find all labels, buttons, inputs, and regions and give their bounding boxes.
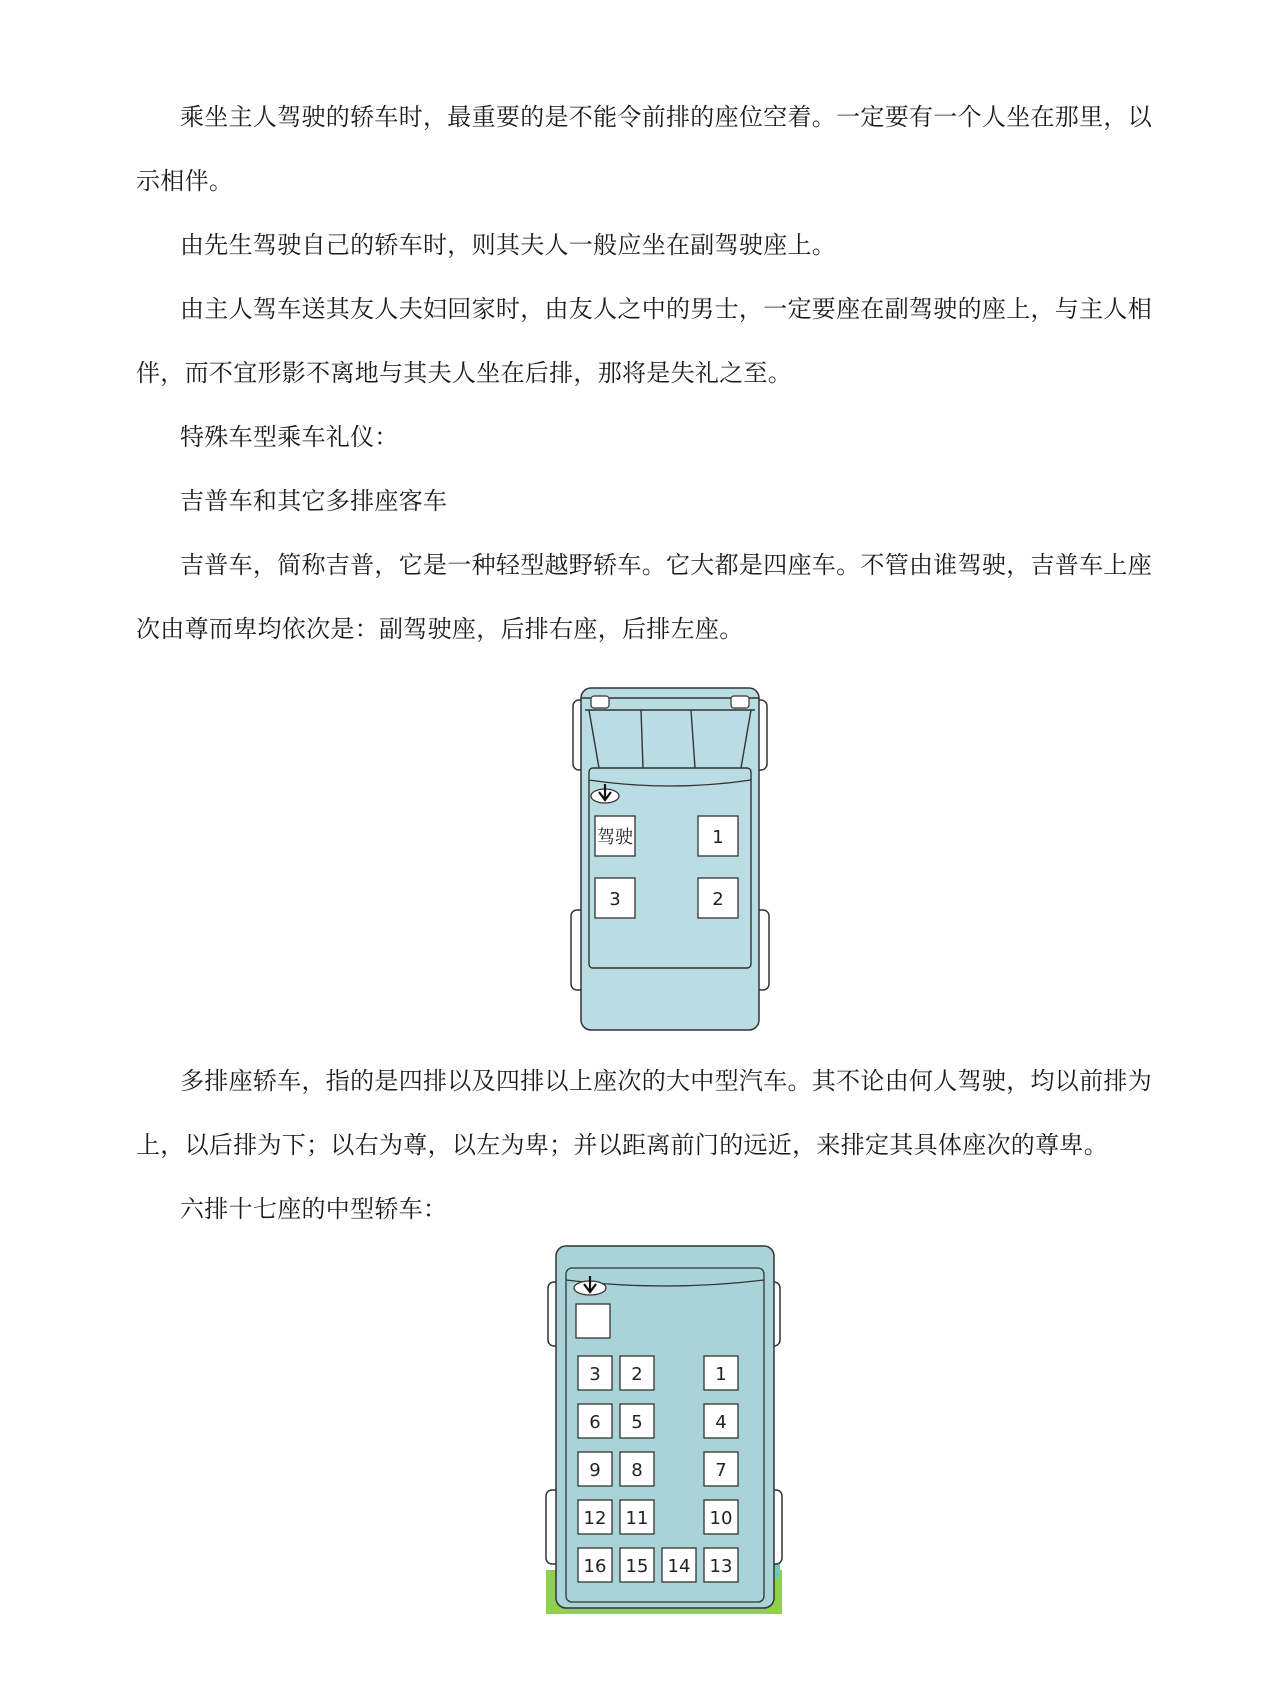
jeep-seating-diagram (555, 680, 785, 1040)
paragraph-text: 由主人驾车送其友人夫妇回家时，由友人之中的男士，一定要座在副驾驶的座上，与主人相 (180, 295, 1152, 323)
section-heading: 吉普车和其它多排座客车 (180, 487, 448, 515)
paragraph-text: 乘坐主人驾驶的轿车时，最重要的是不能令前排的座位空着。一定要有一个人坐在那里，以 (180, 103, 1152, 131)
paragraph-text: 上，以后排为下；以右为尊，以左为卑；并以距离前门的远近，来排定其具体座次的尊卑。 (136, 1131, 1108, 1159)
seat-label: 9 (589, 1460, 601, 1481)
seat-driver-label: 驾驶 (597, 827, 633, 848)
seat-label: 11 (625, 1508, 649, 1529)
seat-label: 7 (715, 1460, 727, 1481)
seat-label: 14 (667, 1556, 691, 1577)
seat-label: 3 (589, 1364, 601, 1385)
section-heading: 特殊车型乘车礼仪： (180, 423, 399, 451)
seat-label: 3 (609, 889, 621, 910)
seat-label: 1 (715, 1364, 727, 1385)
paragraph-text: 伴，而不宜形影不离地与其夫人坐在后排，那将是失礼之至。 (136, 359, 793, 387)
seat-label: 2 (712, 889, 724, 910)
seat-label: 2 (631, 1364, 643, 1385)
seat-label: 4 (715, 1412, 727, 1433)
paragraph-text: 由先生驾驶自己的轿车时，则其夫人一般应坐在副驾驶座上。 (180, 231, 837, 259)
section-heading: 六排十七座的中型轿车： (180, 1195, 448, 1223)
seat-label: 8 (631, 1460, 643, 1481)
seat-label: 12 (583, 1508, 607, 1529)
mirror-left (591, 696, 609, 708)
seat-label: 13 (709, 1556, 733, 1577)
paragraph-text: 吉普车，简称吉普，它是一种轻型越野轿车。它大都是四座车。不管由谁驾驶，吉普车上座 (180, 551, 1152, 579)
paragraph-text: 多排座轿车，指的是四排以及四排以上座次的大中型汽车。其不论由何人驾驶，均以前排为 (180, 1067, 1152, 1095)
paragraph-text: 示相伴。 (136, 167, 234, 195)
mirror-right (731, 696, 749, 708)
van-seating-diagram (540, 1240, 800, 1620)
paragraph-text: 次由尊而卑均依次是：副驾驶座，后排右座，后排左座。 (136, 615, 744, 643)
seat-label: 5 (631, 1412, 643, 1433)
seat-label: 6 (589, 1412, 601, 1433)
seat-driver (576, 1304, 610, 1338)
seat-label: 10 (709, 1508, 733, 1529)
seat-label: 1 (712, 827, 724, 848)
seat-label: 16 (583, 1556, 607, 1577)
seat-label: 15 (625, 1556, 649, 1577)
